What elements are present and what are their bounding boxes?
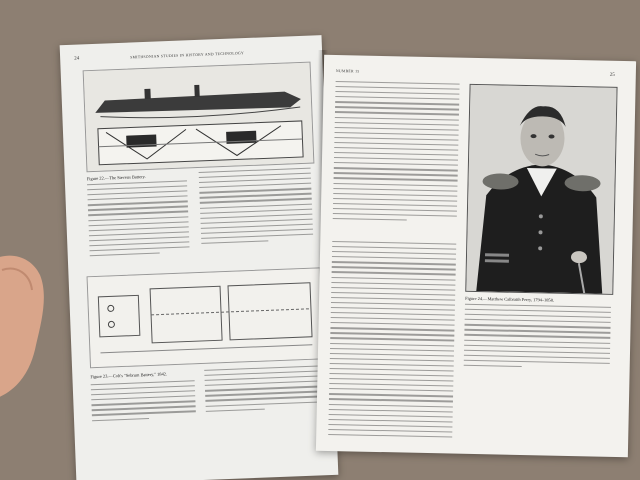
hand [0,250,62,400]
right-page-number: 25 [609,72,615,78]
stevens-battery-drawing [83,62,315,173]
left-col-text-3 [91,380,196,425]
fig24-caption: Figure 24.—Matthew Calbraith Perry, 1794–1858. [465,295,555,303]
sebrum-battery-drawing [87,267,324,368]
fig23-caption: Figure 23.—Colt's "Sebrum Battery," 1842. [90,371,168,380]
right-page [316,55,636,457]
fig22-caption: Figure 22.—The Stevens Battery. [86,173,146,182]
left-running-head: SMITHSONIAN STUDIES IN HISTORY AND TECHNOLOGY [130,51,245,60]
perry-portrait [465,84,617,295]
left-page [60,35,339,480]
left-page-number: 24 [74,56,80,62]
left-col-text-4 [204,365,324,415]
right-col-text-1 [333,81,460,226]
portrait-caption-body [464,304,611,373]
right-running-head: NUMBER 15 [335,69,360,74]
left-col-text-1 [87,180,190,260]
left-col-text-2 [199,168,314,248]
right-col-text-2 [328,241,456,442]
